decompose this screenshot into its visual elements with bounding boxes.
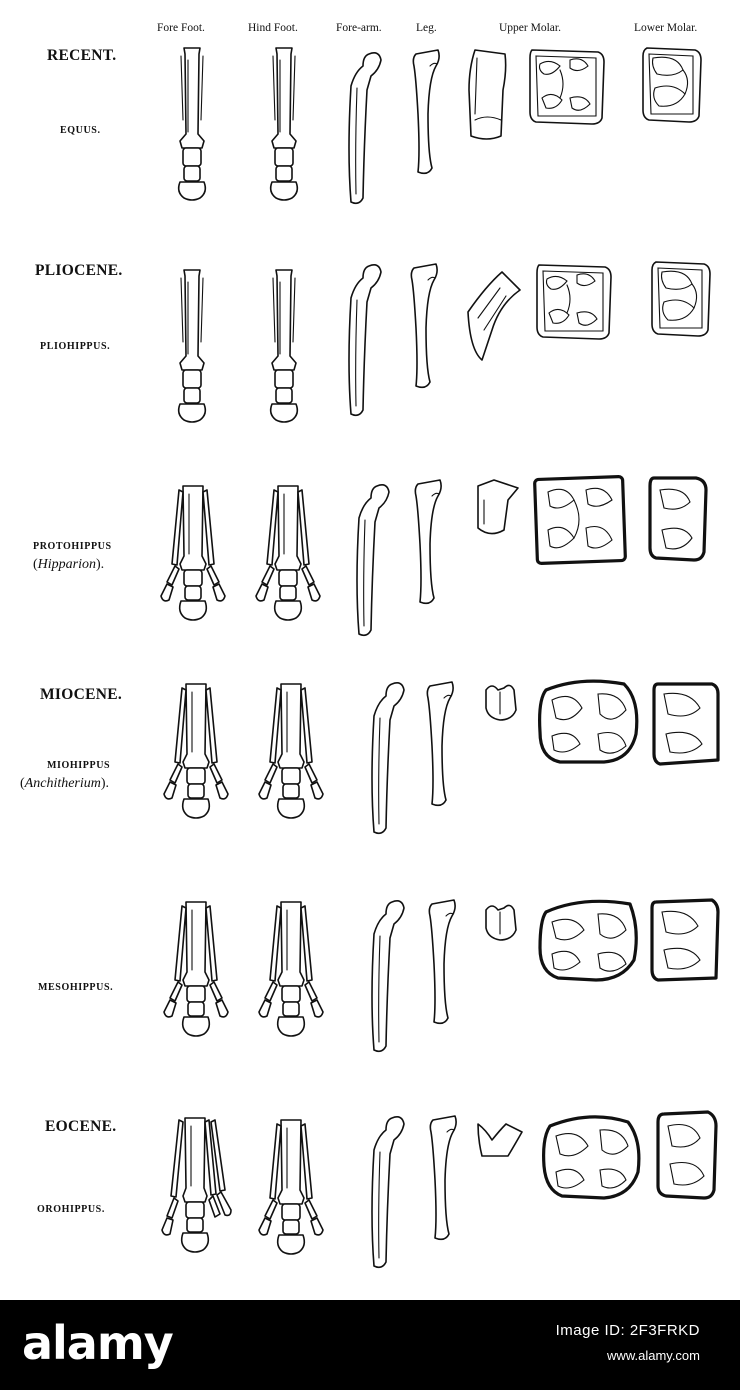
row-recent-equus	[179, 48, 701, 203]
genus-label-orohippus: OROHIPPUS.	[37, 1204, 105, 1215]
column-header-lower-molar: Lower Molar.	[634, 22, 698, 34]
alt-name-anchitherium-text: Anchitherium	[24, 776, 101, 791]
genus-label-mesohippus: MESOHIPPUS.	[38, 982, 114, 993]
footer-bar	[0, 1300, 740, 1390]
column-header-fore-foot: Fore Foot.	[157, 22, 205, 34]
site-url: www.alamy.com	[607, 1348, 700, 1363]
epoch-label-miocene: MIOCENE.	[40, 686, 123, 703]
genus-label-equus: EQUUS.	[60, 125, 101, 136]
genus-label-pliohippus: PLIOHIPPUS.	[40, 341, 111, 352]
column-header-hind-foot: Hind Foot.	[248, 22, 298, 34]
alt-name-hipparion-text: Hipparion	[37, 557, 97, 572]
row-miocene-miohippus	[164, 681, 718, 833]
row-pliocene-pliohippus	[179, 262, 710, 422]
epoch-label-eocene: EOCENE.	[45, 1118, 117, 1135]
row-eocene-orohippus	[162, 1112, 716, 1267]
genus-label-protohippus: PROTOHIPPUS	[33, 541, 112, 552]
image-id-label: Image ID: 2F3FRKD	[555, 1322, 700, 1339]
epoch-label-pliocene: PLIOCENE.	[35, 262, 123, 279]
column-header-leg: Leg.	[416, 22, 437, 34]
epoch-label-recent: RECENT.	[47, 47, 117, 64]
brand-logo: alamy	[22, 1316, 173, 1370]
row-mesohippus	[164, 900, 718, 1051]
alt-name-anchitherium: (Anchitherium).	[20, 776, 110, 791]
column-header-fore-arm: Fore-arm.	[336, 22, 382, 34]
column-header-upper-molar: Upper Molar.	[499, 22, 561, 34]
row-protohippus	[161, 476, 706, 635]
alt-name-hipparion: (Hipparion).	[33, 557, 105, 572]
genus-label-miohippus: MIOHIPPUS	[47, 760, 111, 771]
